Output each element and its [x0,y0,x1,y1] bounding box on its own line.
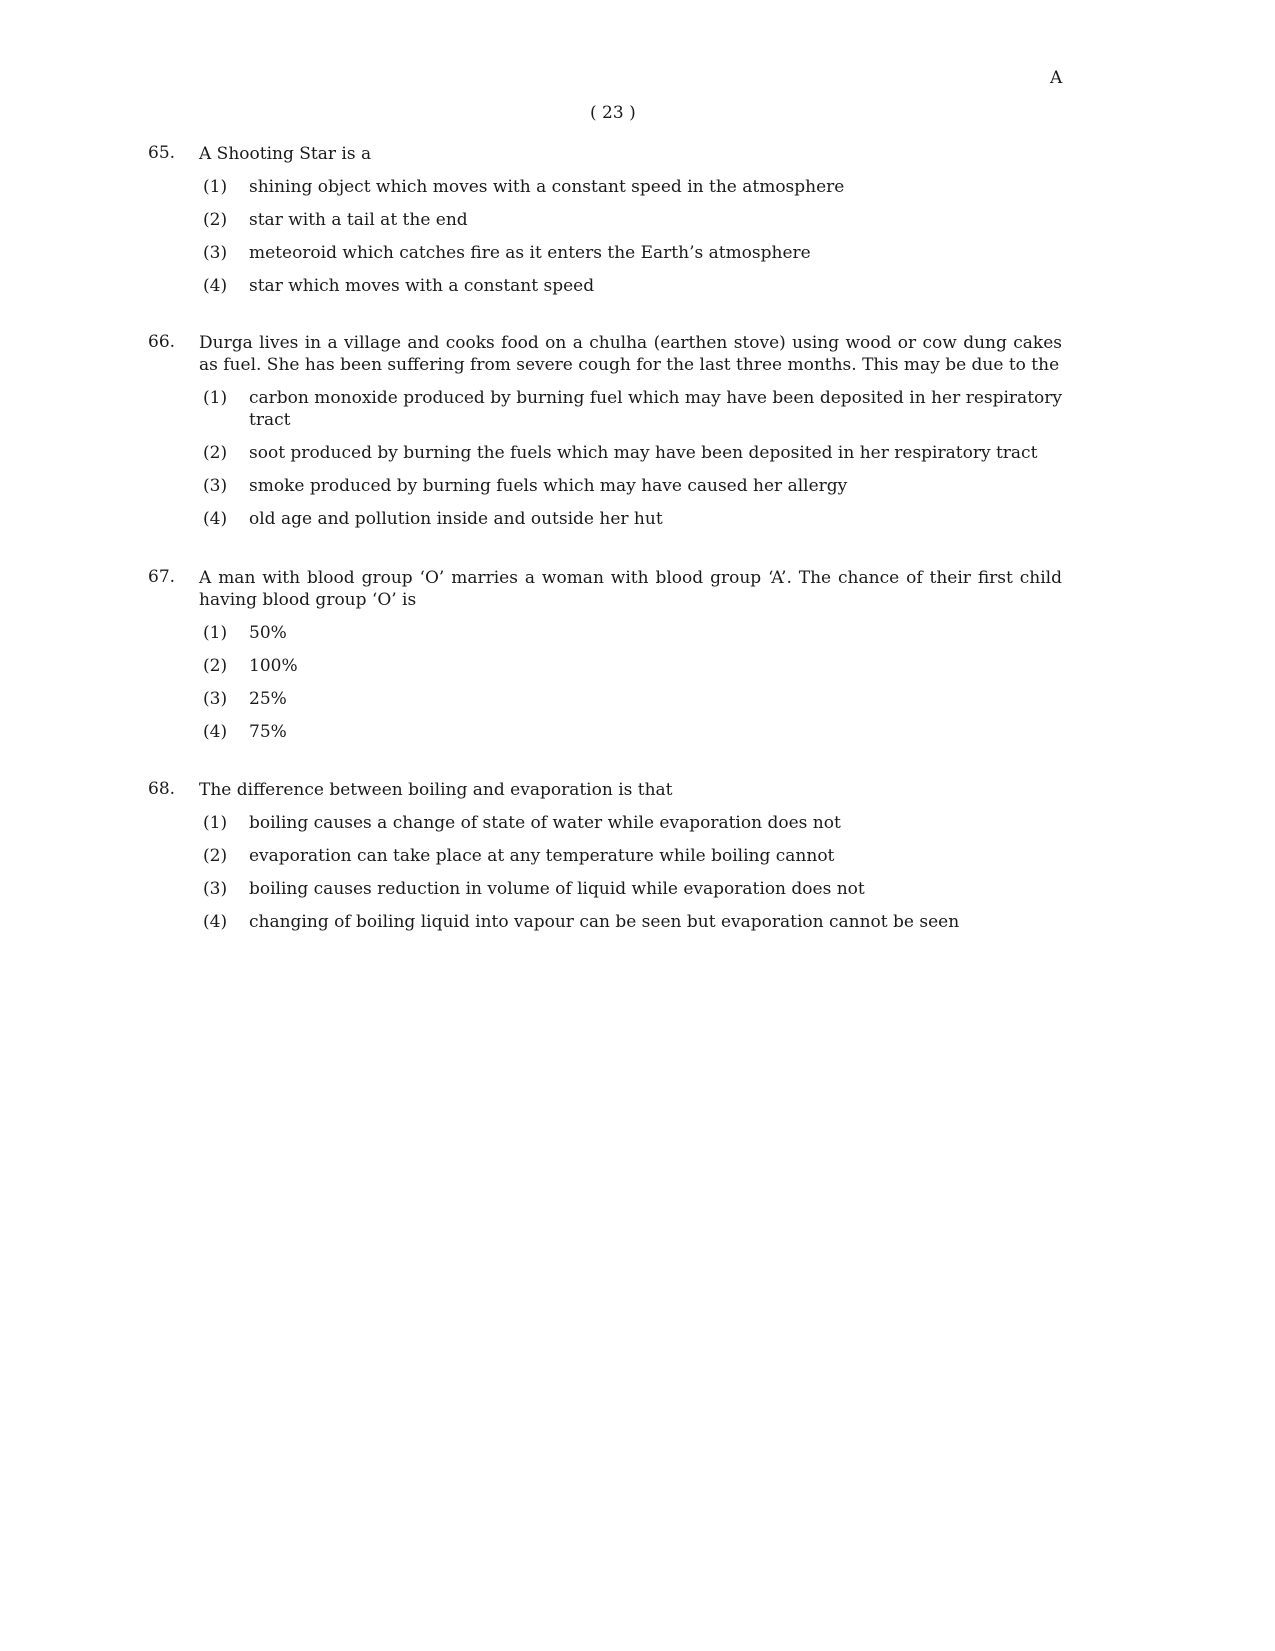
option-label: (2) [203,656,228,676]
answer-option[interactable] [148,387,1062,431]
answer-option[interactable] [148,688,1062,710]
answer-option[interactable] [148,655,1062,677]
question-68 [148,779,1062,933]
option-label: (1) [203,177,228,197]
option-label: (4) [203,509,228,529]
answer-option[interactable] [148,622,1062,644]
question-65 [148,143,1062,297]
option-text: meteoroid which catches fire as it enters the Earth’s atmosphere [249,243,811,263]
option-label: (4) [203,276,228,296]
answer-option[interactable] [148,275,1062,297]
answer-option[interactable] [148,845,1062,867]
answer-option[interactable] [148,442,1062,464]
option-text: smoke produced by burning fuels which may have caused her allergy [249,476,848,496]
answer-option[interactable] [148,812,1062,834]
option-label: (3) [203,243,228,263]
option-label: (4) [203,912,228,932]
question-number: 68. [148,779,176,799]
option-text: boiling causes reduction in volume of liquid while evaporation does not [249,879,865,899]
option-text: shining object which moves with a constant speed in the atmosphere [249,177,845,197]
option-label: (3) [203,689,228,709]
option-text: boiling causes a change of state of water while evaporation does not [249,813,841,833]
option-label: (2) [203,846,228,866]
answer-option[interactable] [148,242,1062,264]
option-text: soot produced by burning the fuels which may have been deposited in her respiratory tract [249,443,1038,463]
option-text: star with a tail at the end [249,210,468,230]
option-label: (4) [203,722,228,742]
question-67 [148,567,1062,743]
question-number: 65. [148,143,176,163]
option-text: star which moves with a constant speed [249,276,595,296]
option-label: (1) [203,623,228,643]
option-label: (1) [203,813,228,833]
option-text: 75% [249,722,287,742]
question-text: A Shooting Star is a [199,144,372,164]
question-66 [148,332,1062,530]
option-text: carbon monoxide produced by burning fuel which may have been deposited in her respiratory tract [249,388,1062,430]
question-text: Durga lives in a village and cooks food on a chulha (earthen stove) using wood or cow dung cakes as fuel. She has been suffering from severe cough for the last three months. This may be due to the [199,333,1062,375]
option-label: (1) [203,388,228,408]
option-text: 50% [249,623,287,643]
question-number: 67. [148,567,176,587]
option-label: (2) [203,443,228,463]
answer-option[interactable] [148,721,1062,743]
question-text: The difference between boiling and evaporation is that [199,780,673,800]
answer-option[interactable] [148,878,1062,900]
question-text: A man with blood group ‘O’ marries a woman with blood group ‘A’. The chance of their first child having blood group ‘O’ is [199,568,1062,610]
page-number: ( 23 ) [590,103,636,123]
answer-option[interactable] [148,475,1062,497]
answer-option[interactable] [148,176,1062,198]
answer-option[interactable] [148,209,1062,231]
option-text: 100% [249,656,298,676]
option-text: old age and pollution inside and outside her hut [249,509,663,529]
set-code: A [1050,68,1063,88]
option-label: (3) [203,879,228,899]
option-label: (2) [203,210,228,230]
option-label: (3) [203,476,228,496]
answer-option[interactable] [148,508,1062,530]
answer-option[interactable] [148,911,1062,933]
option-text: 25% [249,689,287,709]
option-text: changing of boiling liquid into vapour can be seen but evaporation cannot be seen [249,912,960,932]
option-text: evaporation can take place at any temperature while boiling cannot [249,846,835,866]
question-number: 66. [148,332,176,352]
